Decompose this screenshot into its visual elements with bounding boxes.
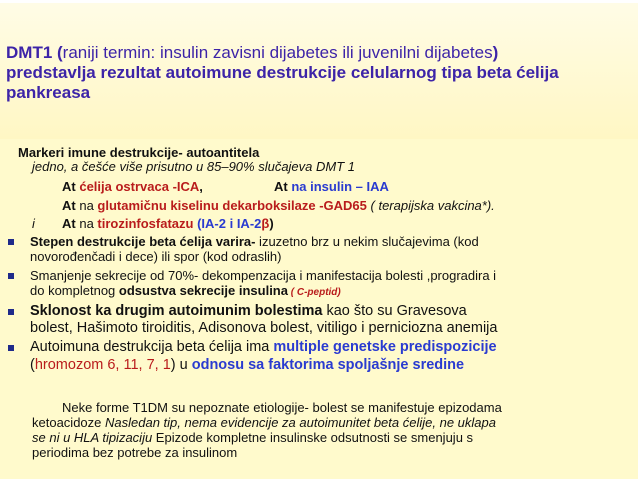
bullet-3-rest: kao što su Gravesova xyxy=(322,303,467,319)
antibody-ica-comma: , xyxy=(199,179,203,194)
slide-body xyxy=(0,3,638,482)
bullet-1-line-1 xyxy=(30,234,479,249)
antibody-gad65-line xyxy=(62,198,495,213)
footer-line-2 xyxy=(32,415,496,430)
footer-line-1: Neke forme T1DM su nepoznate etiologije- bolest se manifestuje epizodama xyxy=(62,400,502,415)
markers-subheading: jedno, a češće više prisutno u 85–90% slučajeva DMT 1 xyxy=(32,159,356,174)
antibody-ica-line xyxy=(62,179,203,194)
antibody-gad65-note: ( terapijska vakcina*). xyxy=(366,198,495,213)
footer-hla: se ni u HLA tipizaciju xyxy=(32,430,153,445)
title-open-paren: ( xyxy=(52,43,63,62)
bullet-2-line-2 xyxy=(30,283,341,300)
antibody-ia2-target: tirozinfosfatazu xyxy=(97,216,194,231)
title-dmt1: DMT1 xyxy=(6,43,53,62)
footer-hereditary: Nasledan tip, nema evidencije za autoimunitet beta ćelije, ne uklapa xyxy=(105,415,496,430)
antibody-gad65: glutamičnu kiselinu dekarboksilaze -GAD65 xyxy=(97,198,367,213)
bullet-4-line-2 xyxy=(30,357,464,373)
antibody-iaa: na insulin – IAA xyxy=(291,179,389,194)
bullet-3-bold: Sklonost ka drugim autoimunim bolestima xyxy=(30,303,323,319)
antibody-ica: ćelija ostrvaca -ICA xyxy=(79,179,200,194)
footer-episodes: Epizode kompletne insulinske odsutnosti se smenjuju s xyxy=(152,430,474,445)
footer-line-3 xyxy=(32,430,473,445)
bullet-2-c-peptide: ( C-peptid) xyxy=(287,287,341,298)
bullet-1-rest: izuzetno brz u nekim slučajevima (kod xyxy=(255,234,479,249)
bullet-1-line-2: novorođenčadi i dece) ili spor (kod odraslih) xyxy=(30,249,282,264)
bullet-marker-2 xyxy=(8,273,14,279)
antibody-gad65-prefix: At xyxy=(62,198,80,213)
antibody-ica-prefix: At xyxy=(62,179,80,194)
bullet-4-genetic: multiple genetske predispozicije xyxy=(273,339,497,355)
bullet-4-mid: ) u xyxy=(170,357,192,373)
footer-ketoacidosis: ketoacidoze xyxy=(32,415,105,430)
antibody-iaa-prefix: At xyxy=(274,179,292,194)
bullet-2-bold: odsustva sekrecije insulina xyxy=(118,283,288,298)
footer-line-4: periodima bez potrebe za insulinom xyxy=(32,445,238,460)
title-line-3: pankreasa xyxy=(6,83,91,102)
antibody-ia2-close: ) xyxy=(269,216,274,231)
antibody-ia2-marker: i xyxy=(32,216,35,231)
bullet-4-environment: odnosu sa faktorima spoljašnje sredine xyxy=(191,357,465,373)
bullet-4-line-1 xyxy=(30,339,497,355)
title-line-2: predstavlja rezultat autoimune destrukcije celularnog tipa beta ćelija xyxy=(6,63,559,82)
bullet-4-prefix: Autoimuna destrukcija beta ćelija ima xyxy=(30,339,274,355)
bullet-4-open-paren: ( xyxy=(30,357,35,373)
markers-heading: Markeri imune destrukcije- autoantitela xyxy=(18,145,260,160)
bullet-marker-4 xyxy=(8,345,14,351)
bullet-1-bold: Stepen destrukcije beta ćelija varira- xyxy=(30,234,256,249)
bullet-2-prefix: do kompletnog xyxy=(30,283,119,298)
antibody-ia2-beta: β xyxy=(261,216,270,231)
title-former-term: raniji termin: insulin zavisni dijabetes ili juvenilni dijabetes xyxy=(62,43,493,62)
bullet-4-chromosomes: hromozom 6, 11, 7, 1 xyxy=(34,357,171,373)
antibody-gad65-na: na xyxy=(79,198,98,213)
antibody-ia2: (IA-2 i IA-2 xyxy=(193,216,262,231)
bullet-3-line-2: bolest, Hašimoto tiroiditis, Adisonova bolest, vitiligo i perniciozna anemija xyxy=(30,320,498,336)
bullet-marker-3 xyxy=(8,309,14,315)
antibody-ia2-line xyxy=(62,216,274,231)
antibody-ia2-prefix: At xyxy=(62,216,80,231)
title-close-paren: ) xyxy=(492,43,499,62)
bullet-marker-1 xyxy=(8,239,14,245)
bullet-3-line-1 xyxy=(30,303,467,319)
antibody-ia2-na: na xyxy=(79,216,98,231)
bullet-2-line-1: Smanjenje sekrecije od 70%- dekompenzacija i manifestacija bolesti ,progradira i xyxy=(30,268,497,283)
antibody-iaa-line xyxy=(274,179,389,194)
